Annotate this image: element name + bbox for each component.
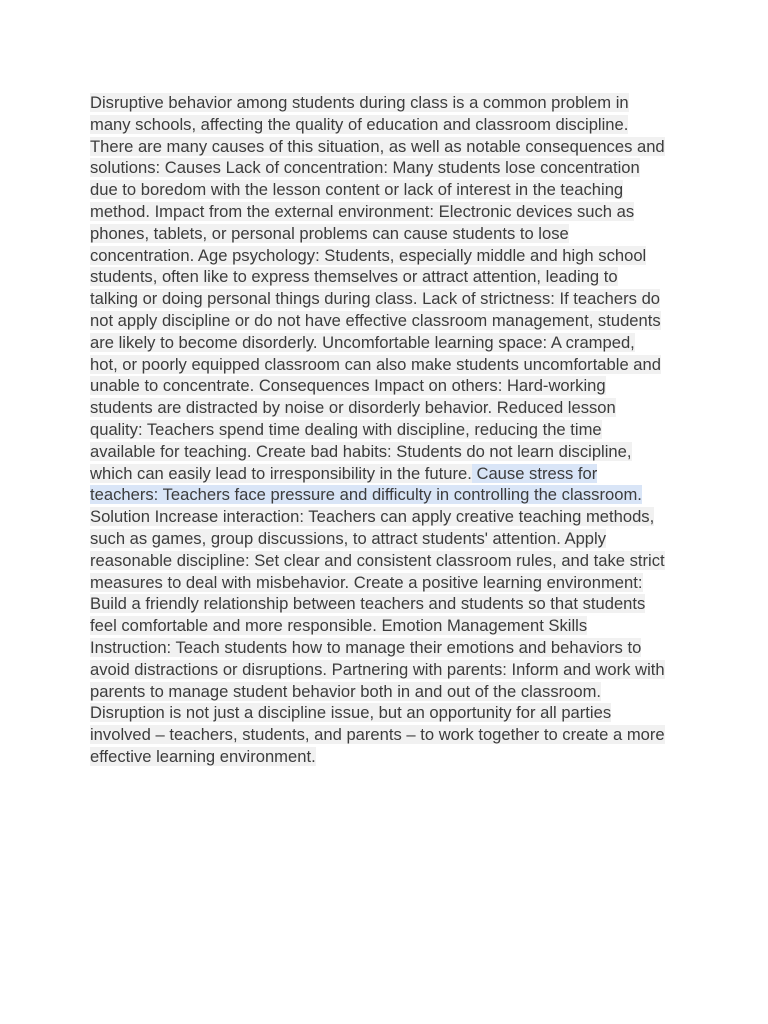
text-segment: quality: Teachers spend time dealing with discipline, reducing the time bbox=[90, 419, 602, 439]
text-line bbox=[90, 92, 682, 114]
text-line bbox=[90, 397, 682, 419]
text-segment: method. Impact from the external environment: Electronic devices such as bbox=[90, 201, 635, 221]
text-line bbox=[90, 746, 682, 768]
text-line bbox=[90, 593, 682, 615]
text-line bbox=[90, 637, 682, 659]
text-line bbox=[90, 332, 682, 354]
text-segment: measures to deal with misbehavior. Create a positive learning environment: bbox=[90, 572, 643, 592]
text-segment: available for teaching. Create bad habits: Students do not learn discipline, bbox=[90, 441, 632, 461]
text-segment: due to boredom with the lesson content or lack of interest in the teaching bbox=[90, 180, 624, 200]
selected-text-segment: Cause stress for bbox=[471, 463, 598, 483]
text-line bbox=[90, 463, 682, 485]
text-segment: such as games, group discussions, to attract students' attention. Apply bbox=[90, 528, 607, 548]
text-segment: Solution Increase interaction: Teachers can apply creative teaching methods, bbox=[90, 507, 655, 527]
text-segment: students, often like to express themselves or attract attention, leading to bbox=[90, 267, 618, 287]
text-line bbox=[90, 484, 682, 506]
text-segment: talking or doing personal things during class. Lack of strictness: If teachers do bbox=[90, 289, 661, 309]
text-line bbox=[90, 441, 682, 463]
text-segment: Disruption is not just a discipline issue, but an opportunity for all parties bbox=[90, 703, 612, 723]
text-line bbox=[90, 550, 682, 572]
text-segment: not apply discipline or do not have effective classroom management, students bbox=[90, 310, 661, 330]
selected-text-segment: teachers: Teachers face pressure and difficulty in controlling the classroom. bbox=[90, 485, 642, 505]
text-segment: avoid distractions or disruptions. Partnering with parents: Inform and work with bbox=[90, 659, 665, 679]
text-segment: Instruction: Teach students how to manage their emotions and behaviors to bbox=[90, 637, 642, 657]
text-segment: phones, tablets, or personal problems can cause students to lose bbox=[90, 223, 569, 243]
text-line bbox=[90, 659, 682, 681]
text-line bbox=[90, 528, 682, 550]
text-line bbox=[90, 179, 682, 201]
text-segment: many schools, affecting the quality of education and classroom discipline. bbox=[90, 114, 629, 134]
text-line bbox=[90, 136, 682, 158]
text-line bbox=[90, 114, 682, 136]
text-segment: There are many causes of this situation, as well as notable consequences and bbox=[90, 136, 665, 156]
text-line bbox=[90, 288, 682, 310]
body-paragraph[interactable] bbox=[90, 92, 682, 768]
text-segment: are likely to become disorderly. Uncomfortable learning space: A cramped, bbox=[90, 332, 635, 352]
text-segment: Build a friendly relationship between teachers and students so that students bbox=[90, 594, 646, 614]
text-line bbox=[90, 724, 682, 746]
text-segment: hot, or poorly equipped classroom can also make students uncomfortable and bbox=[90, 354, 661, 374]
text-segment: effective learning environment. bbox=[90, 746, 316, 766]
text-segment: concentration. Age psychology: Students, especially middle and high school bbox=[90, 245, 647, 265]
text-line bbox=[90, 201, 682, 223]
text-line bbox=[90, 375, 682, 397]
text-segment: reasonable discipline: Set clear and consistent classroom rules, and take strict bbox=[90, 550, 665, 570]
text-segment: solutions: Causes Lack of concentration: Many students lose concentration bbox=[90, 158, 640, 178]
text-line bbox=[90, 615, 682, 637]
text-segment: unable to concentrate. Consequences Impact on others: Hard-working bbox=[90, 376, 606, 396]
text-line bbox=[90, 223, 682, 245]
text-line bbox=[90, 702, 682, 724]
text-line bbox=[90, 419, 682, 441]
text-segment: parents to manage student behavior both in and out of the classroom. bbox=[90, 681, 602, 701]
text-line bbox=[90, 572, 682, 594]
text-segment: Disruptive behavior among students during class is a common problem in bbox=[90, 93, 629, 112]
text-line bbox=[90, 506, 682, 528]
text-segment: students are distracted by noise or disorderly behavior. Reduced lesson bbox=[90, 398, 616, 418]
text-segment: involved – teachers, students, and parents – to work together to create a more bbox=[90, 725, 665, 745]
text-line bbox=[90, 354, 682, 376]
text-line bbox=[90, 245, 682, 267]
text-line bbox=[90, 681, 682, 703]
text-line bbox=[90, 157, 682, 179]
text-segment: feel comfortable and more responsible. Emotion Management Skills bbox=[90, 616, 588, 636]
text-segment: which can easily lead to irresponsibility in the future. bbox=[90, 463, 472, 483]
text-line bbox=[90, 266, 682, 288]
text-line bbox=[90, 310, 682, 332]
